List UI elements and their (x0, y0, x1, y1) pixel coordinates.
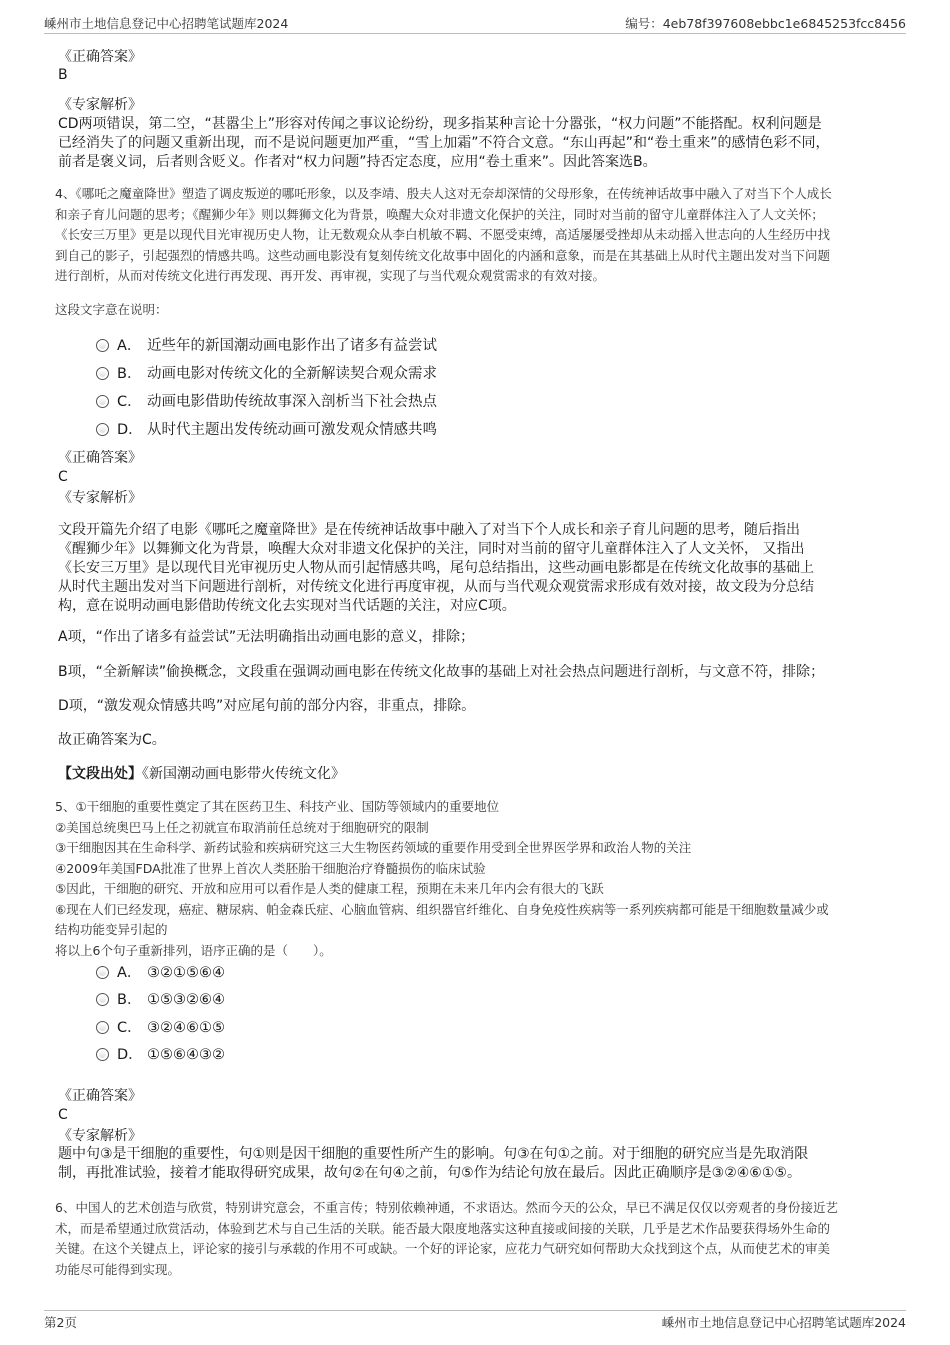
q4-analysis-line: 《长安三万里》是以现代目光审视历史人物从而引起情感共鸣，尾句总结指出，这些动画电影都是在传统文化故事的基础上 (58, 560, 814, 576)
q4-conclusion: 故正确答案为C。 (58, 732, 166, 748)
q5-stem-question: 将以上6个句子重新排列，语序正确的是（ ）。 (55, 942, 332, 958)
q5-option-b[interactable]: B． ①⑤③②⑥④ (96, 988, 225, 1010)
q4-stem-line: 4、《哪吒之魔童降世》塑造了调皮叛逆的哪吒形象，以及李靖、殷夫人这对无奈却深情的父母形象，在传统神话故事中融入了对当下个人成长 (55, 186, 832, 201)
q4-note-d: D项，“激发观众情感共鸣”对应尾句前的部分内容，非重点，排除。 (58, 698, 476, 714)
q3-analysis-label: 《专家解析》 (58, 97, 142, 113)
q4-stem-line: 进行剖析，从而对传统文化进行再发现、再开发、再审视，实现了与当代观众观赏需求的有效对接。 (55, 268, 606, 283)
q4-option-d[interactable]: D． 从时代主题出发传统动画可激发观众情感共鸣 (96, 418, 437, 440)
q5-stem-line: ④2009年美国FDA批准了世界上首次人类胚胎干细胞治疗脊髓损伤的临床试验 (55, 860, 486, 876)
header-serial: 编号：4eb78f397608ebbc1e6845253fcc8456 (625, 16, 906, 31)
page-header (44, 14, 906, 32)
q4-stem-line: 到自己的影子，引起强烈的情感共鸣。这些动画电影没有复刻传统文化故事中固化的内涵和意象，而是在其基础上从时代主题出发对当下问题 (55, 247, 831, 263)
footer-title: 嵊州市土地信息登记中心招聘笔试题库2024 (661, 1315, 906, 1330)
q3-answer-label: 《正确答案》 (58, 49, 142, 65)
q5-option-c[interactable]: C． ③②④⑥①⑤ (96, 1016, 225, 1038)
q5-analysis-line: 题中句③是干细胞的重要性，句①则是因干细胞的重要性所产生的影响。句③在句①之前。对于细胞的研究应当是先取消限 (58, 1146, 809, 1162)
q4-analysis-line: 文段开篇先介绍了电影《哪吒之魔童降世》是在传统神话故事中融入了对当下个人成长和亲子育儿问题的思考，随后指出 (58, 522, 800, 538)
q4-answer: C (58, 469, 68, 485)
q5-answer-label: 《正确答案》 (58, 1088, 142, 1104)
radio-icon[interactable] (96, 1048, 109, 1061)
footer-divider (44, 1310, 906, 1311)
q5-stem-line: 5、①干细胞的重要性奠定了其在医药卫生、科技产业、国防等领域内的重要地位 (55, 799, 500, 814)
radio-icon[interactable] (96, 339, 109, 352)
q4-stem-line: 和亲子育儿问题的思考；《醒狮少年》则以舞狮文化为背景，唤醒大众对非遗文化保护的关注，同时对当前的留守儿童群体注入了人文关怀； (55, 206, 824, 222)
page-footer (44, 1313, 906, 1331)
q3-analysis-line: 已经消失了的问题又重新出现，而不是说问题更加严重，“雪上加霜”不符合文意。“东山再起”和“卷土重来”的感情色彩不同， (58, 135, 830, 151)
q4-option-a[interactable]: A． 近些年的新国潮动画电影作出了诸多有益尝试 (96, 334, 437, 356)
q4-option-b[interactable]: B． 动画电影对传统文化的全新解读契合观众需求 (96, 362, 437, 384)
q5-analysis-label: 《专家解析》 (58, 1128, 142, 1144)
radio-icon[interactable] (96, 966, 109, 979)
q5-stem-line: 结构功能变异引起的 (55, 922, 168, 937)
q3-answer: B (58, 67, 68, 83)
q5-stem-line: ⑤因此，干细胞的研究、开放和应用可以看作是人类的健康工程，预期在未来几年内会有很大的飞跃 (55, 881, 604, 896)
q4-analysis (58, 521, 894, 616)
q5-stem (55, 797, 895, 961)
page-number: 第2页 (44, 1315, 77, 1330)
q4-option-c[interactable]: C． 动画电影借助传统故事深入剖析当下社会热点 (96, 390, 437, 412)
radio-icon[interactable] (96, 423, 109, 436)
radio-icon[interactable] (96, 1021, 109, 1034)
q4-analysis-line: 《醒狮少年》以舞狮文化为背景，唤醒大众对非遗文化保护的关注，同时对当前的留守儿童群体注入了人文关怀， 又指出 (58, 541, 805, 557)
radio-icon[interactable] (96, 993, 109, 1006)
source-title: 《新国潮动画电影带火传统文化》 (142, 766, 345, 782)
q3-analysis-line: 前者是褒义词，后者则含贬义。作者对“权力问题”持否定态度，应用“卷土重来”。因此答案选B。 (58, 154, 657, 170)
q5-option-d[interactable]: D． ①⑤⑥④③② (96, 1043, 225, 1065)
q4-stem (55, 184, 895, 287)
q4-note-a: A项，“作出了诸多有益尝试”无法明确指出动画电影的意义，排除； (58, 629, 475, 645)
q5-answer: C (58, 1107, 68, 1123)
radio-icon[interactable] (96, 395, 109, 408)
q6-stem-line: 6、中国人的艺术创造与欣赏，特别讲究意会，不重言传；特别依赖神通，不求语达。然而今天的公众，早已不满足仅仅以旁观者的身份接近艺 (55, 1200, 838, 1215)
q6-stem-line: 关键。在这个关键点上，评论家的接引与承载的作用不可或缺。一个好的评论家，应花力气研究如何帮助大众找到这个点，从而使艺术的审美 (55, 1241, 831, 1256)
source-label: 【文段出处】 (58, 766, 142, 782)
q4-analysis-line: 从时代主题出发对当下问题进行剖析，对传统文化进行再度审视，从而与当代观众观赏需求形成有效对接，故文段为分总结 (58, 579, 814, 595)
q6-stem (55, 1198, 895, 1280)
header-title: 嵊州市土地信息登记中心招聘笔试题库2024 (44, 16, 289, 31)
q5-analysis (58, 1145, 894, 1183)
q5-stem-line: ⑥现在人们已经发现，癌症、糖尿病、帕金森氏症、心脑血管病、组织器官纤维化、自身免疫性疾病等一系列疾病都可能是干细胞数量减少或 (55, 901, 829, 917)
q5-option-a[interactable]: A． ③②①⑤⑥④ (96, 961, 225, 983)
radio-icon[interactable] (96, 367, 109, 380)
q5-analysis-line: 制，再批准试验，接着才能取得研究成果，故句②在句④之前，句⑤作为结论句放在最后。因此正确顺序是③②④⑥①⑤。 (58, 1165, 801, 1181)
q4-analysis-label: 《专家解析》 (58, 490, 142, 506)
q6-stem-line: 术，而是希望通过欣赏活动，体验到艺术与自己生活的关联。能否最大限度地落实这种直接或间接的关联，几乎是艺术作品要获得场外生命的 (55, 1220, 831, 1236)
q5-stem-line: ③干细胞因其在生命科学、新药试验和疾病研究这三大生物医药领域的重要作用受到全世界医学界和政治人物的关注 (55, 840, 692, 855)
q4-analysis-line: 构，意在说明动画电影借助传统文化去实现对当代话题的关注，对应C项。 (58, 598, 516, 614)
q4-answer-label: 《正确答案》 (58, 450, 142, 466)
q3-analysis-line: CD两项错误，第二空，“甚嚣尘上”形容对传闻之事议论纷纷，现多指某种言论十分嚣张，“权力问题”不能搭配。权利问题是 (58, 116, 822, 132)
q3-analysis (58, 115, 894, 172)
q5-stem-line: ②美国总统奥巴马上任之初就宣布取消前任总统对于细胞研究的限制 (55, 819, 429, 835)
q6-stem-line: 功能尽可能得到实现。 (55, 1261, 181, 1277)
q4-stem-line: 《长安三万里》更是以现代目光审视历史人物，让无数观众从李白机敏不羁、不愿受束缚，高适屡屡受挫却从未动摇入世志向的人生经历中找 (55, 227, 831, 242)
q4-source (58, 765, 345, 784)
q4-note-b: B项，“全新解读”偷换概念，文段重在强调动画电影在传统文化故事的基础上对社会热点问题进行剖析，与文意不符，排除； (58, 664, 825, 680)
header-divider (44, 33, 906, 34)
q4-question: 这段文字意在说明： (55, 302, 168, 317)
